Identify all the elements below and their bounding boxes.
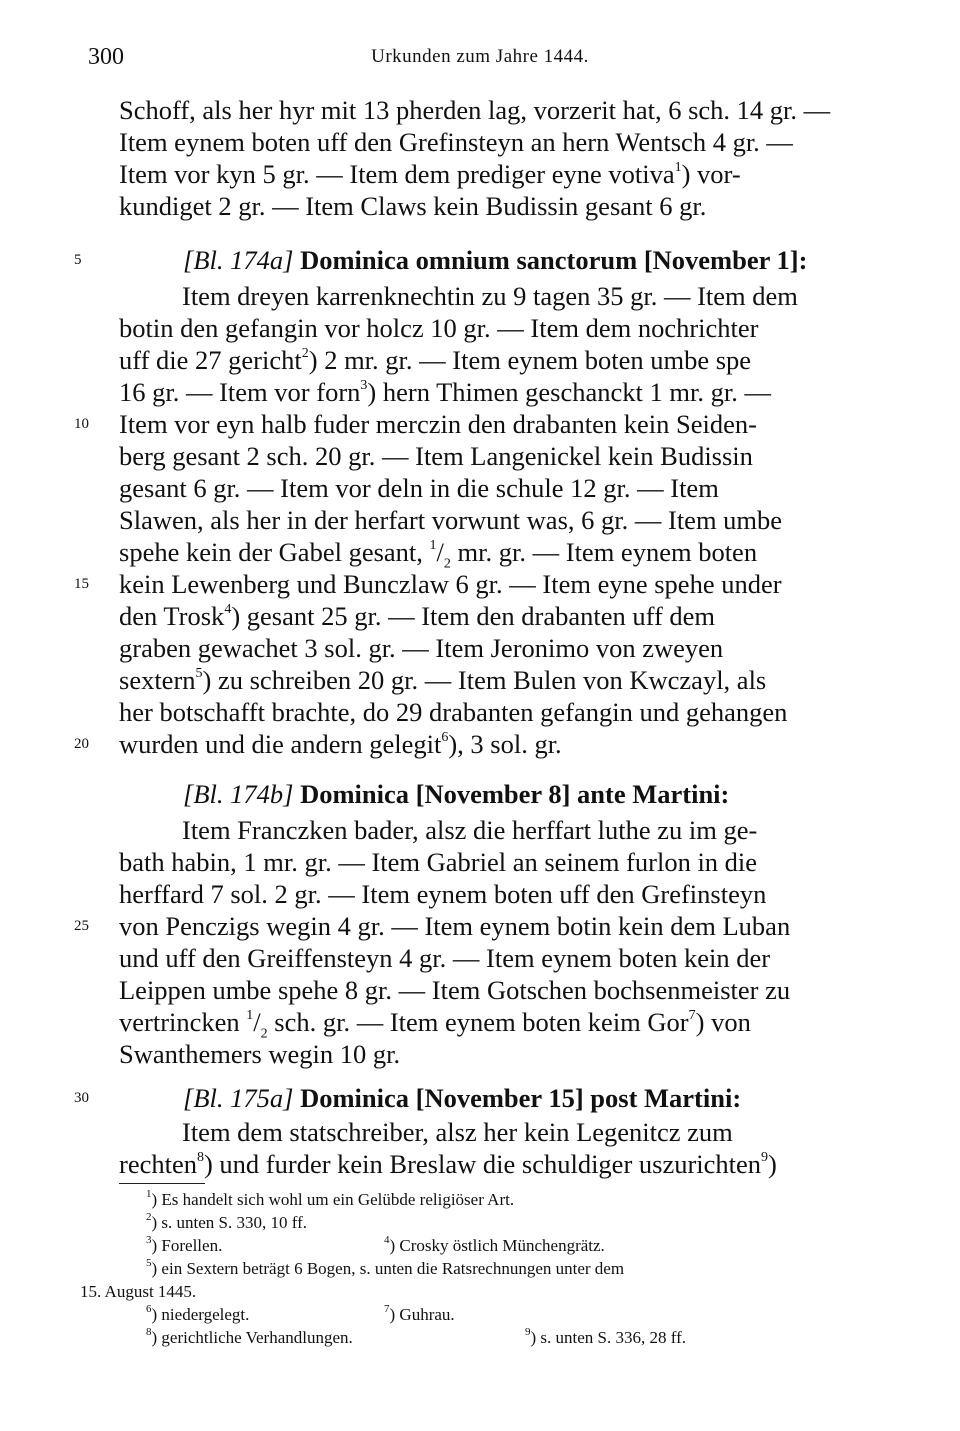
- footnote-text: s. unten S. 336, 28 ff.: [540, 1328, 687, 1347]
- footnote-text: s. unten S. 330, 10 ff.: [161, 1213, 308, 1232]
- footnote-mark: 9: [761, 1150, 769, 1166]
- footnote-number: 3: [146, 1234, 152, 1247]
- footnote-number: 7: [384, 1303, 390, 1316]
- text-span: Item dreyen karrenknechtin zu 9 tagen 35 gr. — Item dem: [182, 281, 798, 311]
- text-span: gesant 6 gr. — Item vor deln in die schule 12 gr. — Item: [119, 473, 719, 503]
- footnote: $^7$) Guhrau.: [384, 1303, 455, 1324]
- text-span: Leippen umbe spehe 8 gr. — Item Gotschen bochsenmeister zu: [119, 975, 791, 1005]
- footnote-mark: 2: [301, 346, 309, 362]
- folio-reference: [Bl. 174b]: [183, 779, 294, 809]
- section-title: Dominica [November 8] ante Martini:: [300, 779, 730, 809]
- text-line: [119, 911, 790, 942]
- fraction-slash: /: [253, 1007, 261, 1037]
- text-span: ) vor-: [681, 159, 741, 189]
- footnote: $^3$) Forellen.: [146, 1234, 223, 1255]
- line-number: 10: [74, 416, 89, 432]
- folio-reference: [Bl. 174a]: [183, 245, 294, 275]
- text-span: Item vor kyn 5 gr. — Item dem prediger eyne votiva: [119, 159, 675, 189]
- text-span: herffard 7 sol. 2 gr. — Item eynem boten uff den Grefinsteyn: [119, 879, 767, 909]
- text-span: uff die 27 gericht: [119, 345, 302, 375]
- text-line: [119, 569, 782, 600]
- text-line: [182, 1117, 733, 1148]
- text-line: [119, 127, 793, 158]
- footnote: [80, 1282, 196, 1302]
- footnote-mark: 6: [441, 730, 449, 746]
- fraction-denominator: 2: [443, 556, 451, 572]
- text-span: Schoff, als her hyr mit 13 pherden lag, vorzerit hat, 6 sch. 14 gr. —: [119, 95, 831, 125]
- text-line: [119, 441, 753, 472]
- text-line: [119, 633, 723, 664]
- footnote-text: ein Sextern beträgt 6 Bogen, s. unten die Ratsrechnungen unter dem: [161, 1259, 625, 1278]
- line-number: 5: [74, 252, 82, 268]
- text-span: mr. gr. — Item eynem boten: [450, 537, 758, 567]
- fraction-denominator: 2: [260, 1026, 268, 1042]
- text-line: [119, 313, 759, 344]
- text-line: [119, 1149, 777, 1180]
- fraction-slash: /: [436, 537, 444, 567]
- footnote-mark: 4: [224, 602, 232, 618]
- text-span: graben gewachet 3 sol. gr. — Item Jeronimo von zweyen: [119, 633, 724, 663]
- footnote: $^2$) s. unten S. 330, 10 ff.: [146, 1211, 308, 1232]
- text-span: sextern: [119, 665, 196, 695]
- footnote: $^5$) ein Sextern beträgt 6 Bogen, s. unten die Ratsrechnungen unter dem: [146, 1257, 625, 1278]
- text-line: [182, 281, 798, 312]
- text-span: botin den gefangin vor holcz 10 gr. — Item dem nochrichter: [119, 313, 759, 343]
- text-line: [119, 729, 562, 760]
- text-span: her botschafft brachte, do 29 drabanten gefangin und gehangen: [119, 697, 788, 727]
- text-span: Item eynem boten uff den Grefinsteyn an hern Wentsch 4 gr. —: [119, 127, 793, 157]
- text-line: [119, 159, 741, 190]
- text-span: ), 3 sol. gr.: [448, 729, 562, 759]
- text-span: ) gesant 25 gr. — Item den drabanten uff dem: [231, 601, 716, 631]
- section-heading: [183, 1083, 741, 1114]
- text-line: [119, 943, 770, 974]
- text-line: [119, 345, 751, 376]
- footnote-mark: 7: [688, 1008, 696, 1024]
- footnote-number: 8: [146, 1326, 152, 1339]
- text-line: [119, 665, 766, 696]
- text-line: [119, 879, 766, 910]
- text-span: ) zu schreiben 20 gr. — Item Bulen von Kwczayl, als: [202, 665, 767, 695]
- footnote-number: 4: [384, 1234, 390, 1247]
- text-span: berg gesant 2 sch. 20 gr. — Item Langenickel kein Budissin: [119, 441, 753, 471]
- footnote-mark: 8: [196, 1150, 204, 1166]
- running-head: Urkunden zum Jahre 1444.: [371, 46, 589, 67]
- text-span: ) hern Thimen geschanckt 1 mr. gr. —: [367, 377, 771, 407]
- text-span: spehe kein der Gabel gesant,: [119, 537, 430, 567]
- footnote: $^1$) Es handelt sich wohl um ein Gelübde religiöser Art.: [146, 1188, 515, 1209]
- line-number: 25: [74, 918, 89, 934]
- text-line: [119, 409, 757, 440]
- footnote-number: 2: [146, 1211, 152, 1224]
- fraction-numerator: 1: [246, 1008, 254, 1024]
- footnote-mark: 1: [674, 160, 682, 176]
- text-span: ) 2 mr. gr. — Item eynem boten umbe spe: [308, 345, 752, 375]
- text-span: ) und furder kein Breslaw die schuldiger uszurichten: [203, 1149, 762, 1179]
- page-number: 300: [88, 44, 124, 70]
- folio-reference: [Bl. 175a]: [183, 1083, 294, 1113]
- text-line: [119, 975, 790, 1006]
- text-span: sch. gr. — Item eynem boten keim Gor: [267, 1007, 689, 1037]
- section-heading: [183, 245, 807, 276]
- text-span: ) von: [695, 1007, 751, 1037]
- text-span: kein Lewenberg und Bunczlaw 6 gr. — Item eyne spehe under: [119, 569, 782, 599]
- footnote-text: gerichtliche Verhandlungen.: [161, 1328, 353, 1347]
- fraction-numerator: 1: [429, 538, 437, 554]
- text-span: 16 gr. — Item vor forn: [119, 377, 361, 407]
- text-span: rechten: [119, 1149, 197, 1179]
- text-line: [119, 847, 757, 878]
- footnote: $^4$) Crosky östlich Münchengrätz.: [384, 1234, 605, 1255]
- text-line: [119, 601, 715, 632]
- text-span: wurden und die andern gelegit: [119, 729, 442, 759]
- text-span: ): [768, 1149, 777, 1179]
- text-span: Item vor eyn halb fuder merczin den drabanten kein Seiden-: [119, 409, 757, 439]
- footnote-text: Crosky östlich Münchengrätz.: [399, 1236, 605, 1255]
- text-line: [119, 505, 782, 536]
- footnote-number: 5: [146, 1257, 152, 1270]
- section-title: Dominica [November 15] post Martini:: [300, 1083, 742, 1113]
- footnote-mark: 3: [360, 378, 368, 394]
- footnote-text: 15. August 1445.: [80, 1282, 197, 1301]
- footnote-text: Guhrau.: [399, 1305, 455, 1324]
- text-span: vertrincken: [119, 1007, 247, 1037]
- text-span: Slawen, als her in der herfart vorwunt was, 6 gr. — Item umbe: [119, 505, 783, 535]
- text-line: [119, 95, 830, 126]
- text-line: [119, 1039, 400, 1070]
- text-line: [119, 697, 787, 728]
- text-span: und uff den Greiffensteyn 4 gr. — Item eynem boten kein der: [119, 943, 771, 973]
- footnote-number: 6: [146, 1303, 152, 1316]
- section-title: Dominica omnium sanctorum [November 1]:: [300, 245, 808, 275]
- footnote-text: Es handelt sich wohl um ein Gelübde religiöser Art.: [161, 1190, 515, 1209]
- footnote: $^8$) gerichtliche Verhandlungen.: [146, 1326, 353, 1347]
- text-span: von Penczigs wegin 4 gr. — Item eynem botin kein dem Luban: [119, 911, 791, 941]
- text-span: Item dem statschreiber, alsz her kein Legenitcz zum: [182, 1117, 733, 1147]
- text-span: kundiget 2 gr. — Item Claws kein Budissin gesant 6 gr.: [119, 191, 707, 221]
- text-span: den Trosk: [119, 601, 225, 631]
- footnote-text: niedergelegt.: [161, 1305, 250, 1324]
- text-line: [182, 815, 757, 846]
- section-heading: [183, 779, 729, 810]
- text-span: Item Franczken bader, alsz die herffart luthe zu im ge-: [182, 815, 758, 845]
- text-line: [119, 377, 771, 408]
- line-number: 30: [74, 1090, 89, 1106]
- footnote: $^9$) s. unten S. 336, 28 ff.: [525, 1326, 687, 1347]
- text-span: bath habin, 1 mr. gr. — Item Gabriel an seinem furlon in die: [119, 847, 758, 877]
- footnote-mark: 5: [195, 666, 203, 682]
- line-number: 15: [74, 576, 89, 592]
- text-line: [119, 191, 706, 222]
- footnote-rule: [119, 1183, 205, 1184]
- footnote-text: Forellen.: [161, 1236, 223, 1255]
- text-span: Swanthemers wegin 10 gr.: [119, 1039, 401, 1069]
- line-number: 20: [74, 736, 89, 752]
- footnote-number: 9: [525, 1326, 531, 1339]
- text-line: [119, 473, 719, 504]
- footnote: $^6$) niedergelegt.: [146, 1303, 250, 1324]
- footnote-number: 1: [146, 1188, 152, 1201]
